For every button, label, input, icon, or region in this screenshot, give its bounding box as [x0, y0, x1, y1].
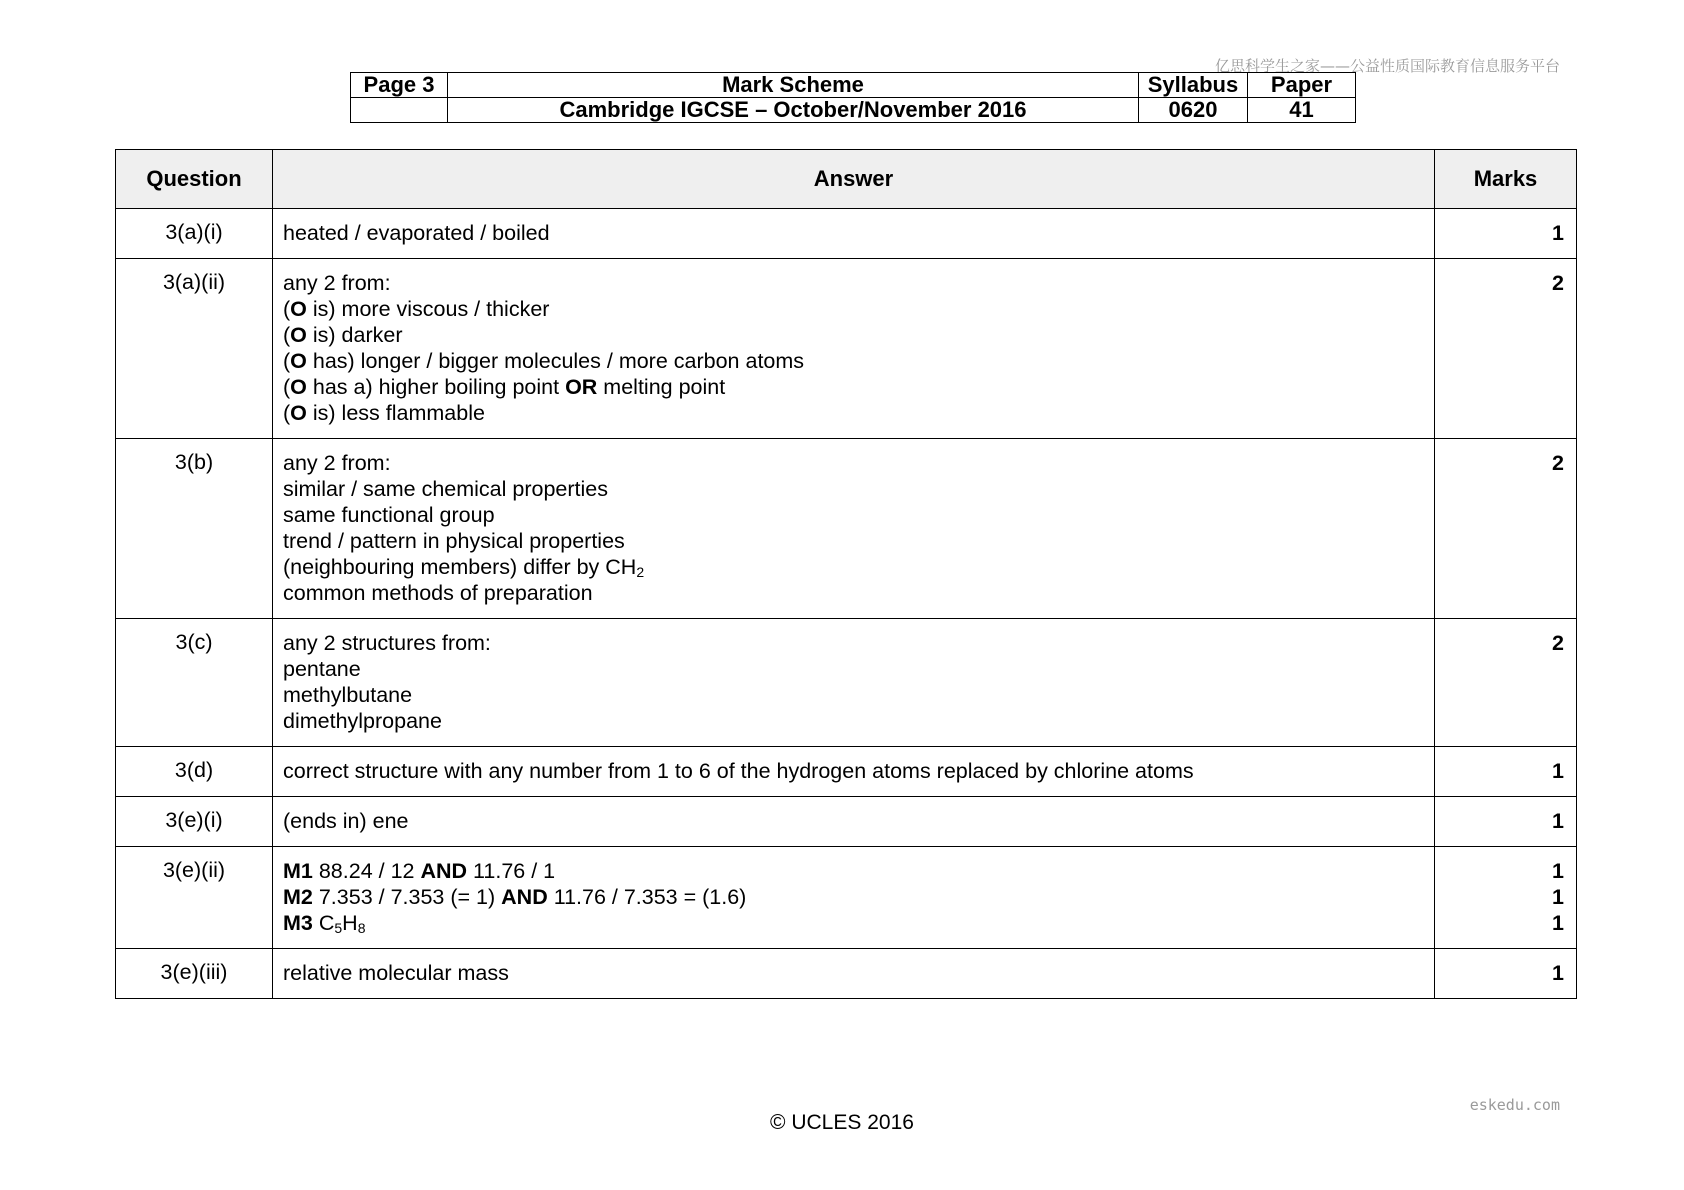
answer-text: 11.76 / 1 [467, 859, 556, 883]
mark-value: 1 [1552, 885, 1564, 909]
answer-cell [273, 847, 1435, 949]
table-row [116, 797, 1577, 847]
answer-text: any 2 from: [283, 451, 391, 475]
answer-text: pentane [283, 657, 361, 681]
answer-line [283, 910, 1424, 936]
answer-cell [273, 949, 1435, 999]
answer-text: has a) higher boiling point [306, 375, 566, 399]
paper-number: 41 [1248, 98, 1356, 123]
question-number: 3(a)(ii) [116, 259, 273, 439]
answer-text: ( [283, 349, 291, 373]
answer-cell [273, 439, 1435, 619]
watermark-bottom: eskedu.com [1469, 1096, 1560, 1114]
mark-value: 1 [1552, 221, 1564, 245]
answer-text: methylbutane [283, 683, 413, 707]
answer-cell [273, 209, 1435, 259]
marks-cell [1435, 439, 1577, 619]
answer-text: O [290, 401, 307, 425]
answer-line [283, 476, 1424, 502]
marks-cell [1435, 619, 1577, 747]
answer-line [283, 656, 1424, 682]
answer-text: ( [283, 323, 291, 347]
answer-line [283, 708, 1424, 734]
question-column-header: Question [116, 150, 273, 209]
answer-text: correct structure with any number from 1 to 6 of the hydrogen atoms replaced by chlorine atoms [283, 759, 1194, 783]
mark-value: 1 [1552, 859, 1564, 883]
marks-cell [1435, 259, 1577, 439]
answer-line [283, 322, 1424, 348]
marks-cell [1435, 209, 1577, 259]
answer-text: any 2 from: [283, 271, 391, 295]
question-number: 3(c) [116, 619, 273, 747]
answer-text: O [290, 349, 307, 373]
mark-value: 1 [1552, 911, 1564, 935]
answer-text: relative molecular mass [283, 961, 509, 985]
answer-text: has) longer / bigger molecules / more carbon atoms [306, 349, 805, 373]
answer-line [283, 296, 1424, 322]
mark-value: 2 [1552, 271, 1564, 295]
answer-cell [273, 619, 1435, 747]
answer-text: melting point [597, 375, 726, 399]
header-table [350, 72, 1356, 123]
answer-line [283, 808, 1424, 834]
answer-line [283, 502, 1424, 528]
answer-text: 11.76 / 7.353 = (1.6) [547, 885, 747, 909]
answer-text: M3 [283, 911, 313, 935]
answer-line [283, 400, 1424, 426]
answer-text: O [290, 375, 307, 399]
table-row [116, 747, 1577, 797]
exam-title: Cambridge IGCSE – October/November 2016 [448, 98, 1139, 123]
mark-value: 1 [1552, 759, 1564, 783]
marks-cell [1435, 797, 1577, 847]
answer-text: C [312, 911, 335, 935]
answer-column-header: Answer [273, 150, 1435, 209]
table-row [116, 847, 1577, 949]
answer-text: any 2 structures from: [283, 631, 491, 655]
answer-text: ( [283, 297, 291, 321]
answer-text: is) less flammable [306, 401, 485, 425]
question-number: 3(e)(ii) [116, 847, 273, 949]
page-blank [351, 98, 448, 123]
answer-text: O [290, 297, 307, 321]
watermark-top: 亿思科学生之家——公益性质国际教育信息服务平台 [1214, 57, 1560, 75]
answer-text: AND [501, 885, 548, 909]
answer-text: trend / pattern in physical properties [283, 529, 625, 553]
mark-value: 2 [1552, 631, 1564, 655]
marks-cell [1435, 747, 1577, 797]
table-row [116, 439, 1577, 619]
question-number: 3(e)(iii) [116, 949, 273, 999]
answer-text: ( [283, 401, 291, 425]
subscript: 2 [636, 564, 645, 580]
answer-line [283, 270, 1424, 296]
answer-text: M2 [283, 885, 313, 909]
answer-text: ( [283, 375, 291, 399]
answer-line [283, 374, 1424, 400]
answer-cell [273, 797, 1435, 847]
syllabus-label: Syllabus [1139, 73, 1248, 98]
answer-text: M1 [283, 859, 313, 883]
marks-column-header: Marks [1435, 150, 1577, 209]
answer-text: (ends in) ene [283, 809, 409, 833]
answer-text: common methods of preparation [283, 581, 593, 605]
answer-line [283, 450, 1424, 476]
answer-line [283, 580, 1424, 606]
paper-label: Paper [1248, 73, 1356, 98]
answer-line [283, 554, 1424, 580]
mark-value: 2 [1552, 451, 1564, 475]
question-number: 3(e)(i) [116, 797, 273, 847]
mark-value: 1 [1552, 961, 1564, 985]
answer-line [283, 220, 1424, 246]
answer-line [283, 348, 1424, 374]
marks-cell [1435, 949, 1577, 999]
answer-line [283, 630, 1424, 656]
answer-text: is) darker [306, 323, 403, 347]
table-row [116, 619, 1577, 747]
answer-text: same functional group [283, 503, 495, 527]
answer-line [283, 682, 1424, 708]
question-number: 3(b) [116, 439, 273, 619]
answer-cell [273, 259, 1435, 439]
answer-text: AND [420, 859, 468, 883]
answer-line [283, 858, 1424, 884]
answer-text: H [342, 911, 358, 935]
question-number: 3(d) [116, 747, 273, 797]
mark-scheme-table [115, 149, 1577, 999]
answer-text: (neighbouring members) differ by CH [283, 555, 637, 579]
answer-text: OR [565, 375, 598, 399]
answer-text: O [290, 323, 307, 347]
table-row [116, 259, 1577, 439]
marks-cell [1435, 847, 1577, 949]
copyright-footer: © UCLES 2016 [770, 1111, 914, 1134]
question-number: 3(a)(i) [116, 209, 273, 259]
answer-text: is) more viscous / thicker [306, 297, 550, 321]
table-header-row [116, 150, 1577, 209]
answer-line [283, 884, 1424, 910]
syllabus-code: 0620 [1139, 98, 1248, 123]
mark-scheme-label: Mark Scheme [448, 73, 1139, 98]
mark-value: 1 [1552, 809, 1564, 833]
answer-text: heated / evaporated / boiled [283, 221, 550, 245]
page-label: Page 3 [351, 73, 448, 98]
table-row [116, 209, 1577, 259]
answer-text: 7.353 / 7.353 (= 1) [312, 885, 502, 909]
table-row [116, 949, 1577, 999]
answer-text: 88.24 / 12 [312, 859, 421, 883]
subscript: 5 [334, 920, 343, 936]
answer-text: dimethylpropane [283, 709, 442, 733]
answer-line [283, 528, 1424, 554]
answer-cell [273, 747, 1435, 797]
answer-line [283, 960, 1424, 986]
answer-line [283, 758, 1424, 784]
answer-text: similar / same chemical properties [283, 477, 608, 501]
subscript: 8 [357, 920, 366, 936]
